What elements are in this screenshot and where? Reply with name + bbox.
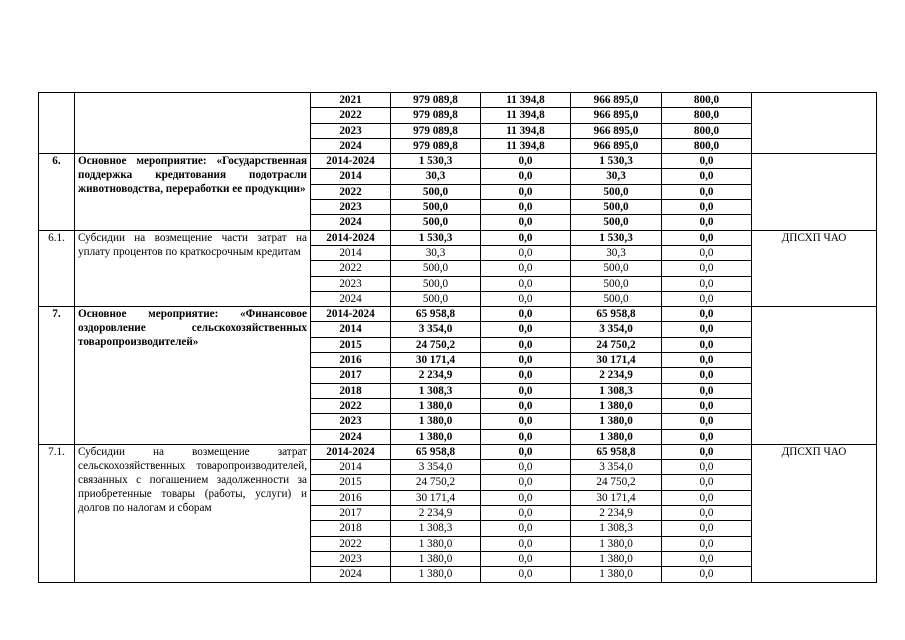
year-cell: 2014-2024 [311, 307, 391, 322]
regional-cell: 500,0 [571, 215, 662, 230]
federal-cell: 0,0 [481, 506, 571, 521]
year-cell: 2024 [311, 291, 391, 306]
total-cell: 500,0 [391, 184, 481, 199]
item-description: Основное мероприятие: «Финансовое оздоровление сельскохозяйственных товаропроизводителей» [75, 307, 311, 445]
total-cell: 1 380,0 [391, 551, 481, 566]
regional-cell: 500,0 [571, 184, 662, 199]
year-cell: 2024 [311, 138, 391, 153]
federal-cell: 0,0 [481, 536, 571, 551]
regional-cell: 500,0 [571, 276, 662, 291]
other-cell: 0,0 [662, 536, 752, 551]
total-cell: 24 750,2 [391, 475, 481, 490]
other-cell: 0,0 [662, 551, 752, 566]
year-cell: 2022 [311, 261, 391, 276]
budget-table [38, 92, 877, 583]
regional-cell: 1 380,0 [571, 567, 662, 582]
federal-cell: 0,0 [481, 169, 571, 184]
total-cell: 979 089,8 [391, 138, 481, 153]
total-cell: 500,0 [391, 276, 481, 291]
federal-cell: 11 394,8 [481, 138, 571, 153]
other-cell: 0,0 [662, 429, 752, 444]
year-cell: 2022 [311, 536, 391, 551]
executor-cell [752, 93, 877, 154]
other-cell: 0,0 [662, 353, 752, 368]
table-body [39, 93, 877, 583]
other-cell: 0,0 [662, 337, 752, 352]
federal-cell: 0,0 [481, 307, 571, 322]
total-cell: 1 530,3 [391, 154, 481, 169]
total-cell: 30 171,4 [391, 490, 481, 505]
year-cell: 2014 [311, 460, 391, 475]
federal-cell: 0,0 [481, 567, 571, 582]
total-cell: 1 380,0 [391, 398, 481, 413]
regional-cell: 966 895,0 [571, 93, 662, 108]
other-cell: 800,0 [662, 108, 752, 123]
total-cell: 979 089,8 [391, 93, 481, 108]
federal-cell: 0,0 [481, 261, 571, 276]
year-cell: 2017 [311, 368, 391, 383]
year-cell: 2014 [311, 322, 391, 337]
federal-cell: 0,0 [481, 337, 571, 352]
year-cell: 2021 [311, 93, 391, 108]
federal-cell: 0,0 [481, 444, 571, 459]
regional-cell: 1 380,0 [571, 414, 662, 429]
year-cell: 2023 [311, 200, 391, 215]
federal-cell: 0,0 [481, 200, 571, 215]
other-cell: 0,0 [662, 475, 752, 490]
total-cell: 3 354,0 [391, 460, 481, 475]
federal-cell: 0,0 [481, 184, 571, 199]
item-description [75, 93, 311, 154]
year-cell: 2024 [311, 567, 391, 582]
year-cell: 2024 [311, 429, 391, 444]
total-cell: 500,0 [391, 215, 481, 230]
federal-cell: 0,0 [481, 215, 571, 230]
other-cell: 0,0 [662, 490, 752, 505]
total-cell: 1 530,3 [391, 230, 481, 245]
total-cell: 30 171,4 [391, 353, 481, 368]
year-cell: 2015 [311, 337, 391, 352]
other-cell: 0,0 [662, 460, 752, 475]
regional-cell: 500,0 [571, 261, 662, 276]
item-description: Основное мероприятие: «Государственная поддержка кредитования подотрасли животноводства, переработки ее продукции» [75, 154, 311, 230]
year-cell: 2014-2024 [311, 444, 391, 459]
year-cell: 2018 [311, 521, 391, 536]
federal-cell: 0,0 [481, 460, 571, 475]
year-cell: 2015 [311, 475, 391, 490]
other-cell: 0,0 [662, 506, 752, 521]
item-number [39, 93, 75, 154]
total-cell: 500,0 [391, 291, 481, 306]
regional-cell: 30,3 [571, 169, 662, 184]
regional-cell: 1 380,0 [571, 398, 662, 413]
federal-cell: 11 394,8 [481, 123, 571, 138]
year-cell: 2014 [311, 245, 391, 260]
total-cell: 500,0 [391, 261, 481, 276]
other-cell: 0,0 [662, 383, 752, 398]
year-cell: 2016 [311, 353, 391, 368]
regional-cell: 500,0 [571, 291, 662, 306]
federal-cell: 0,0 [481, 414, 571, 429]
regional-cell: 65 958,8 [571, 307, 662, 322]
federal-cell: 0,0 [481, 475, 571, 490]
federal-cell: 0,0 [481, 383, 571, 398]
regional-cell: 1 530,3 [571, 154, 662, 169]
regional-cell: 30 171,4 [571, 353, 662, 368]
federal-cell: 0,0 [481, 353, 571, 368]
total-cell: 3 354,0 [391, 322, 481, 337]
year-cell: 2017 [311, 506, 391, 521]
other-cell: 0,0 [662, 261, 752, 276]
regional-cell: 966 895,0 [571, 108, 662, 123]
regional-cell: 500,0 [571, 200, 662, 215]
regional-cell: 65 958,8 [571, 444, 662, 459]
other-cell: 0,0 [662, 414, 752, 429]
total-cell: 65 958,8 [391, 307, 481, 322]
executor-cell [752, 307, 877, 445]
executor-cell: ДПСХП ЧАО [752, 444, 877, 582]
total-cell: 24 750,2 [391, 337, 481, 352]
regional-cell: 1 308,3 [571, 383, 662, 398]
other-cell: 0,0 [662, 307, 752, 322]
total-cell: 979 089,8 [391, 108, 481, 123]
year-cell: 2022 [311, 108, 391, 123]
year-cell: 2022 [311, 398, 391, 413]
regional-cell: 30 171,4 [571, 490, 662, 505]
table-row [39, 307, 877, 322]
total-cell: 2 234,9 [391, 368, 481, 383]
regional-cell: 24 750,2 [571, 337, 662, 352]
year-cell: 2023 [311, 276, 391, 291]
federal-cell: 0,0 [481, 490, 571, 505]
federal-cell: 0,0 [481, 368, 571, 383]
year-cell: 2014-2024 [311, 154, 391, 169]
total-cell: 1 380,0 [391, 414, 481, 429]
federal-cell: 0,0 [481, 291, 571, 306]
regional-cell: 1 380,0 [571, 536, 662, 551]
item-number: 6. [39, 154, 75, 230]
total-cell: 1 308,3 [391, 383, 481, 398]
regional-cell: 1 308,3 [571, 521, 662, 536]
other-cell: 800,0 [662, 123, 752, 138]
federal-cell: 0,0 [481, 245, 571, 260]
total-cell: 1 380,0 [391, 567, 481, 582]
other-cell: 0,0 [662, 230, 752, 245]
other-cell: 0,0 [662, 368, 752, 383]
regional-cell: 966 895,0 [571, 138, 662, 153]
item-number: 7.1. [39, 444, 75, 582]
table-row [39, 154, 877, 169]
total-cell: 30,3 [391, 245, 481, 260]
year-cell: 2014-2024 [311, 230, 391, 245]
regional-cell: 966 895,0 [571, 123, 662, 138]
regional-cell: 2 234,9 [571, 506, 662, 521]
table-row [39, 230, 877, 245]
regional-cell: 2 234,9 [571, 368, 662, 383]
other-cell: 0,0 [662, 444, 752, 459]
total-cell: 30,3 [391, 169, 481, 184]
other-cell: 0,0 [662, 276, 752, 291]
other-cell: 0,0 [662, 215, 752, 230]
table-row [39, 93, 877, 108]
other-cell: 0,0 [662, 291, 752, 306]
item-number: 7. [39, 307, 75, 445]
item-number: 6.1. [39, 230, 75, 306]
year-cell: 2023 [311, 414, 391, 429]
federal-cell: 0,0 [481, 429, 571, 444]
other-cell: 800,0 [662, 138, 752, 153]
federal-cell: 0,0 [481, 230, 571, 245]
other-cell: 0,0 [662, 184, 752, 199]
year-cell: 2014 [311, 169, 391, 184]
total-cell: 1 308,3 [391, 521, 481, 536]
item-description: Субсидии на возмещение затрат сельскохозяйственных товаропроизводителей, связанных с погашением задолженности за приобретенные товары (работы, услуги) и долгов по налогам и сборам [75, 444, 311, 582]
total-cell: 65 958,8 [391, 444, 481, 459]
regional-cell: 1 380,0 [571, 551, 662, 566]
federal-cell: 0,0 [481, 322, 571, 337]
other-cell: 800,0 [662, 93, 752, 108]
regional-cell: 1 530,3 [571, 230, 662, 245]
other-cell: 0,0 [662, 169, 752, 184]
other-cell: 0,0 [662, 154, 752, 169]
regional-cell: 3 354,0 [571, 460, 662, 475]
year-cell: 2018 [311, 383, 391, 398]
federal-cell: 0,0 [481, 398, 571, 413]
other-cell: 0,0 [662, 322, 752, 337]
other-cell: 0,0 [662, 245, 752, 260]
item-description: Субсидии на возмещение части затрат на уплату процентов по краткосрочным кредитам [75, 230, 311, 306]
federal-cell: 0,0 [481, 551, 571, 566]
other-cell: 0,0 [662, 398, 752, 413]
year-cell: 2023 [311, 123, 391, 138]
regional-cell: 24 750,2 [571, 475, 662, 490]
year-cell: 2016 [311, 490, 391, 505]
year-cell: 2023 [311, 551, 391, 566]
year-cell: 2024 [311, 215, 391, 230]
table-row [39, 444, 877, 459]
federal-cell: 11 394,8 [481, 108, 571, 123]
federal-cell: 0,0 [481, 521, 571, 536]
total-cell: 979 089,8 [391, 123, 481, 138]
other-cell: 0,0 [662, 521, 752, 536]
other-cell: 0,0 [662, 200, 752, 215]
regional-cell: 3 354,0 [571, 322, 662, 337]
federal-cell: 0,0 [481, 276, 571, 291]
total-cell: 1 380,0 [391, 536, 481, 551]
total-cell: 1 380,0 [391, 429, 481, 444]
other-cell: 0,0 [662, 567, 752, 582]
executor-cell: ДПСХП ЧАО [752, 230, 877, 306]
regional-cell: 1 380,0 [571, 429, 662, 444]
federal-cell: 11 394,8 [481, 93, 571, 108]
total-cell: 2 234,9 [391, 506, 481, 521]
total-cell: 500,0 [391, 200, 481, 215]
year-cell: 2022 [311, 184, 391, 199]
federal-cell: 0,0 [481, 154, 571, 169]
executor-cell [752, 154, 877, 230]
regional-cell: 30,3 [571, 245, 662, 260]
